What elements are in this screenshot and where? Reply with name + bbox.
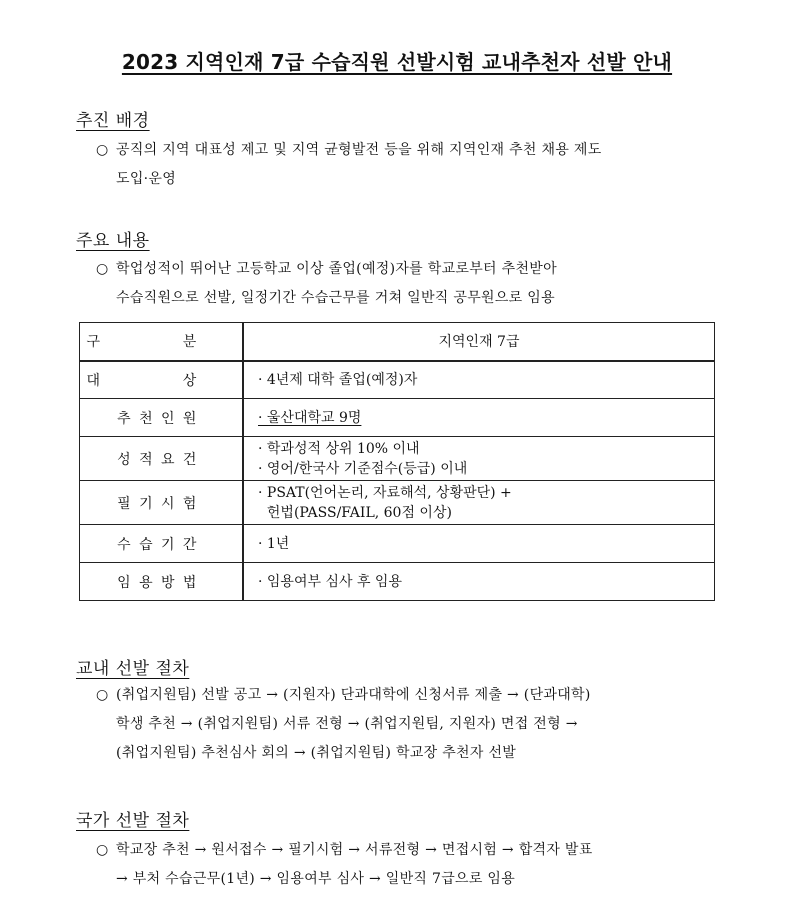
table-header-label: 구 분 <box>80 323 244 361</box>
row-label-probation: 수습기간 <box>80 525 244 563</box>
row-line: · 울산대학교 9명 <box>258 409 362 426</box>
row-value-grades <box>243 437 715 481</box>
campus-line-2: 학생 추천 → (취업지원팀) 서류 전형 → (취업지원팀, 지원자) 면접 전형 → <box>116 716 578 732</box>
background-line-2: 도입·운영 <box>116 171 177 187</box>
spec-table <box>79 322 715 601</box>
background-line-1: 공직의 지역 대표성 제고 및 지역 균형발전 등을 위해 지역인재 추천 채용 제도 <box>116 142 602 158</box>
table-row <box>80 481 715 525</box>
row-line: · 임용여부 심사 후 임용 <box>258 573 402 590</box>
row-line: · 학과성적 상위 10% 이내 <box>258 440 420 457</box>
campus-line-3: (취업지원팀) 추천심사 회의 → (취업지원팀) 학교장 추천자 선발 <box>116 745 517 761</box>
bullet-circle: ○ <box>96 142 109 158</box>
row-value-probation <box>243 525 715 563</box>
row-line: · 4년제 대학 졸업(예정)자 <box>258 371 418 388</box>
section-heading-background: 추진 배경 <box>76 111 150 131</box>
row-value-recommend <box>243 399 715 437</box>
bullet-circle: ○ <box>96 842 109 858</box>
row-line: 헌법(PASS/FAIL, 60점 이상) <box>258 504 452 521</box>
bullet-circle: ○ <box>96 687 109 703</box>
table-row <box>80 437 715 481</box>
campus-bullet <box>96 681 718 768</box>
table-row <box>80 399 715 437</box>
row-value-appointment <box>243 563 715 601</box>
row-label-target: 대 상 <box>80 361 244 399</box>
table-header-value: 지역인재 7급 <box>243 323 715 361</box>
bullet-circle: ○ <box>96 261 109 277</box>
row-label-grades: 성적요건 <box>80 437 244 481</box>
row-line: · 영어/한국사 기준점수(등급) 이내 <box>258 460 468 477</box>
row-label-written: 필기시험 <box>80 481 244 525</box>
row-line: · PSAT(언어논리, 자료해석, 상황판단) + <box>258 484 512 501</box>
section-heading-main: 주요 내용 <box>76 231 150 251</box>
table-header-row <box>80 323 715 361</box>
row-line: · 1년 <box>258 535 290 552</box>
campus-line-1: (취업지원팀) 선발 공고 → (지원자) 단과대학에 신청서류 제출 → (단과대학) <box>116 687 591 703</box>
row-label-recommend: 추천인원 <box>80 399 244 437</box>
table-row <box>80 361 715 399</box>
row-label-appointment: 임용방법 <box>80 563 244 601</box>
table-row <box>80 563 715 601</box>
main-bullet <box>96 255 718 313</box>
row-value-target <box>243 361 715 399</box>
page-title: 2023 지역인재 7급 수습직원 선발시험 교내추천자 선발 안내 <box>121 50 673 74</box>
national-line-1: 학교장 추천 → 원서접수 → 필기시험 → 서류전형 → 면접시험 → 합격자 발표 <box>116 842 593 858</box>
section-heading-national: 국가 선발 절차 <box>76 811 190 831</box>
national-bullet <box>96 836 718 894</box>
table-row <box>80 525 715 563</box>
main-line-2: 수습직원으로 선발, 일정기간 수습근무를 거쳐 일반직 공무원으로 임용 <box>116 290 555 306</box>
national-line-2: → 부처 수습근무(1년) → 임용여부 심사 → 일반직 7급으로 임용 <box>116 871 516 887</box>
main-line-1: 학업성적이 뛰어난 고등학교 이상 졸업(예정)자를 학교로부터 추천받아 <box>116 261 557 277</box>
section-heading-campus: 교내 선발 절차 <box>76 659 190 679</box>
background-bullet <box>96 136 718 194</box>
row-value-written <box>243 481 715 525</box>
